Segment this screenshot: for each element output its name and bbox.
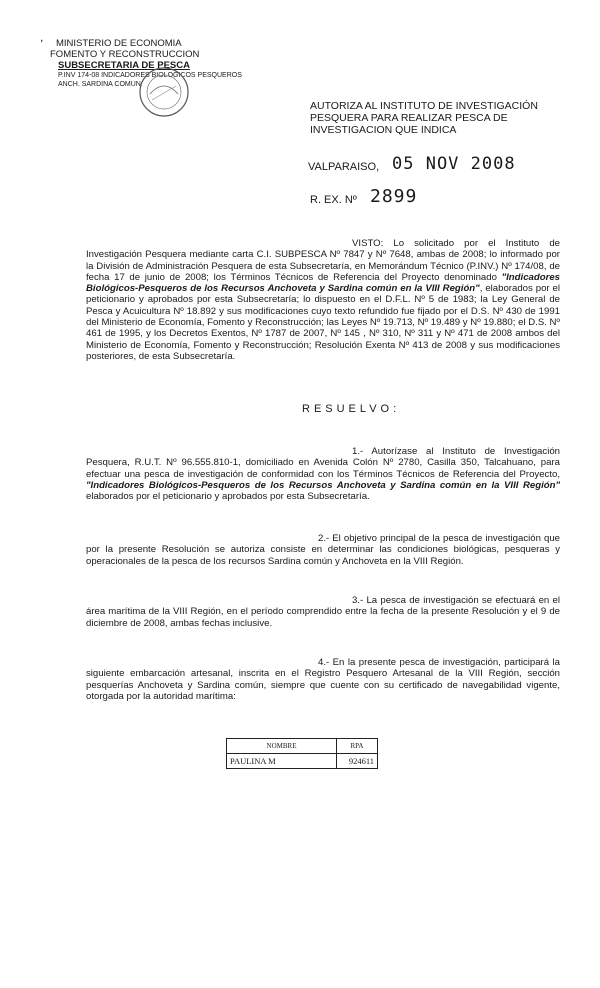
vessel-rpa: 924611 bbox=[337, 754, 378, 769]
item-4-text: 4.- En la presente pesca de investigación, participará la siguiente embarcación artesanal, inscrita en el Registro Pesquero Artesanal de la VIII Región, sección pesquerías Anchoveta y Sardina común, siempre que cuente con su certificado de navegabilidad vigente, otorgada por la autoridad marítima: bbox=[86, 657, 560, 702]
seal-stamp bbox=[136, 64, 192, 120]
item-2-text: 2.- El objetivo principal de la pesca de investigación que por la presente Resolución se autoriza consiste en determinar las condiciones biológicas, pesqueras y operacionales de la pesca de los recursos Sardina común y Anchoveta en la VIII Región. bbox=[86, 533, 560, 567]
letterhead-ministry-2: FOMENTO Y RECONSTRUCCION bbox=[50, 49, 200, 60]
visto-text-2: , elaborados por el peticionario y aprobados por esta Subsecretaría; lo dispuesto en el D.F.L. Nº 5 de 1983; la Ley General de Pesca y Acuicultura Nº 18.892 y sus modificaciones cuyo texto refundido fue fijado por el D.S. Nº 430 de 1991 del Ministerio de Economía, Fomento y Reconstrucción; las Leyes Nº 19.713, Nº 19.489 y Nº 19.880; el D.S. Nº 461 de 1995, y los Decretos Exentos, Nº 1787 de 2007, Nº 145 , Nº 310, Nº 311 y Nº 471 de 2008 ambos del Ministerio de Economía, Fomento y Reconstrucción; Resolución Exenta Nº 413 de 2008 y sus modificaciones posteriores, de esta Subsecretaría. bbox=[86, 283, 561, 362]
visto-text-1: VISTO: Lo solicitado por el Instituto de Investigación Pesquera mediante carta C.I. SUBPESCA Nº 7847 y Nº 7648, ambas de 2008; lo informado por la División de Administración Pesquera de esta Subsecretaría, en Memorándum Técnico (P.INV.) Nº 174/08, de fecha 17 de junio de 2008; los Términos Técnicos de Referencia del Proyecto denominado bbox=[86, 238, 560, 283]
letterhead-subsecretaria: SUBSECRETARIA DE PESCA bbox=[58, 60, 190, 71]
subject-line: AUTORIZA AL INSTITUTO DE INVESTIGACIÓN PESQUERA PARA REALIZAR PESCA DE INVESTIGACION QUE INDICA bbox=[310, 100, 538, 136]
item-1-text-1: 1.- Autorízase al Instituto de Investigación Pesquera, R.U.T. Nº 96.555.810-1, domiciliado en Avenida Colón Nº 2780, Casilla 350, Talcahuano, para efectuar una pesca de investigación de conformidad con los Términos Técnicos de Referencia del Proyecto, bbox=[86, 446, 560, 480]
item-1-project-title: "Indicadores Biológicos-Pesqueros de los Recursos Anchoveta y Sardina común en la VIII Región" bbox=[86, 479, 560, 491]
vessel-name: PAULINA M bbox=[227, 754, 337, 769]
letterhead-ministry: MINISTERIO DE ECONOMIA bbox=[56, 38, 182, 49]
item-1-paragraph bbox=[86, 446, 560, 502]
item-3-text: 3.- La pesca de investigación se efectuará en el área marítima de la VIII Región, en el período comprendido entre la fecha de la presente Resolución y el 9 de diciembre de 2008, ambas fechas inclusive. bbox=[86, 595, 560, 629]
resuelvo-heading: RESUELVO: bbox=[302, 403, 401, 415]
table-row bbox=[227, 754, 378, 769]
item-1-text-2: elaborados por el peticionario y aprobados por esta Subsecretaría. bbox=[86, 491, 370, 503]
date-stamp: 05 NOV 2008 bbox=[392, 154, 516, 174]
vessel-table bbox=[226, 738, 378, 769]
item-3-paragraph bbox=[86, 595, 560, 629]
table-header-row bbox=[227, 739, 378, 754]
letterhead-reference: P.INV 174-08 INDICADORES BIOLOGICOS PESQUEROS bbox=[58, 72, 242, 79]
margin-mark: , bbox=[40, 30, 44, 44]
resolution-label: R. EX. Nº bbox=[310, 194, 357, 206]
place: VALPARAISO, bbox=[308, 161, 380, 173]
resolution-number: 2899 bbox=[370, 186, 418, 207]
visto-paragraph bbox=[86, 238, 560, 362]
column-header-nombre: NOMBRE bbox=[227, 739, 337, 754]
visto-project-title: "Indicadores Biológicos-Pesqueros de los Recursos Anchoveta y Sardina común en la VIII Región" bbox=[86, 271, 560, 295]
letterhead-reference-2: ANCH. SARDINA COMUN bbox=[58, 81, 141, 88]
column-header-rpa: RPA bbox=[337, 739, 378, 754]
item-2-paragraph bbox=[86, 533, 560, 567]
item-4-paragraph bbox=[86, 657, 560, 702]
